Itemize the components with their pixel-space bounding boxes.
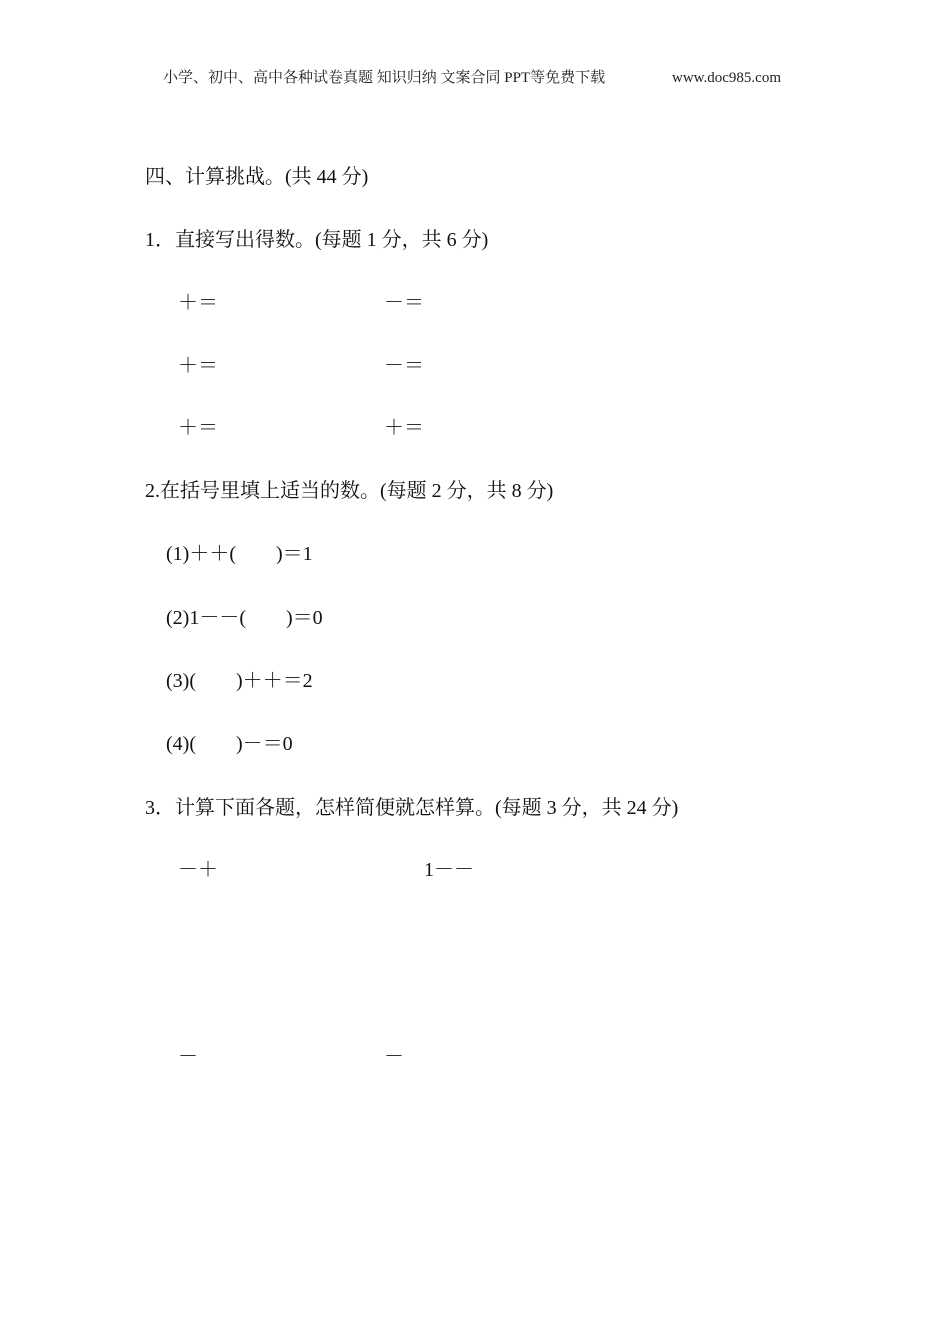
q3-item-4: － [384,1046,404,1068]
q1-item-3: ＋＝ [178,355,218,377]
q1-item-2: －＝ [384,292,424,314]
q3-title: 3．计算下面各题，怎样简便就怎样算。(每题 3 分，共 24 分) [145,797,679,819]
q3-item-1: －＋ [178,859,218,881]
q1-item-1: ＋＝ [178,292,218,314]
q1-title: 1．直接写出得数。(每题 1 分，共 6 分) [145,229,489,251]
q2-item-4: (4)( )－＝0 [166,733,293,755]
q2-item-2: (2)1－－( )＝0 [166,607,323,629]
q1-item-6: ＋＝ [384,417,424,439]
q3-item-3: － [178,1046,198,1068]
q1-item-4: －＝ [384,355,424,377]
header-left: 小学、初中、高中各种试卷真题 知识归纳 文案合同 PPT等免费下载 [163,70,606,86]
q1-item-5: ＋＝ [178,417,218,439]
q3-item-2: 1－－ [424,859,474,881]
section-title: 四、计算挑战。(共 44 分) [145,166,369,188]
q2-title: 2.在括号里填上适当的数。(每题 2 分，共 8 分) [145,480,554,502]
q2-item-3: (3)( )＋＋＝2 [166,670,313,692]
q2-item-1: (1)＋＋( )＝1 [166,543,313,565]
header-url: www.doc985.com [672,70,782,86]
